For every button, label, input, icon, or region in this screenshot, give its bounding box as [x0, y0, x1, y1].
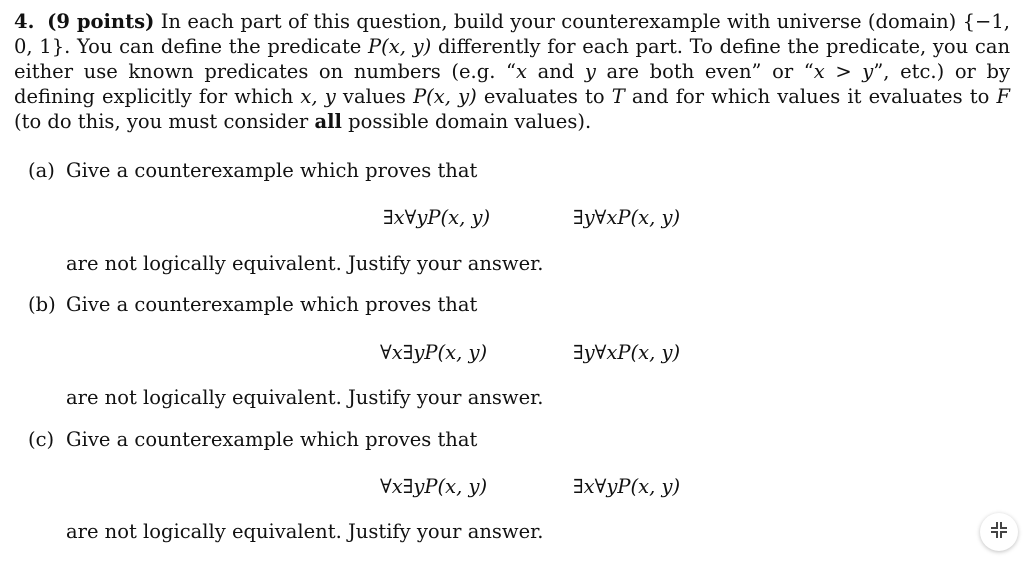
part-a-label: (a) — [28, 159, 55, 182]
intro-text-5: ”, etc.) or by defining explicitly for which — [14, 60, 1010, 108]
part-a-prompt-line — [28, 158, 477, 183]
intro-math-xy: x, y — [300, 85, 336, 108]
part-a-prompt: Give a counterexample which proves that — [66, 159, 478, 182]
collapse-button[interactable] — [980, 513, 1018, 551]
part-a-formula-right: ∃y∀xP(x, y) — [573, 206, 681, 229]
intro-math-y: y — [584, 60, 596, 83]
intro-text-3: and — [527, 60, 585, 83]
part-a-formula-left: ∃x∀yP(x, y) — [383, 206, 491, 229]
part-b-prompt-line — [28, 292, 477, 317]
question-points: (9 points) — [47, 10, 155, 33]
part-c-formula-right: ∃x∀yP(x, y) — [573, 475, 681, 498]
intro-text-8: and for which values it evaluates to — [624, 85, 997, 108]
question-intro — [14, 9, 1010, 134]
intro-math-f: F — [996, 85, 1010, 108]
intro-text-10: possible domain values). — [341, 110, 592, 133]
intro-math-pxy: P(x, y) — [413, 85, 477, 108]
intro-math-x-gt-y: x > y — [813, 60, 874, 83]
part-b-formula-left: ∀x∃yP(x, y) — [380, 341, 488, 364]
intro-text-7: evaluates to — [476, 85, 612, 108]
part-b-prompt: Give a counterexample which proves that — [66, 293, 478, 316]
intro-predicate: P(x, y) — [368, 35, 432, 58]
part-c-label: (c) — [28, 428, 55, 451]
part-c-prompt: Give a counterexample which proves that — [66, 428, 478, 451]
part-c-closing: are not logically equivalent. Justify your answer. — [66, 520, 544, 543]
part-b-formula-right: ∃y∀xP(x, y) — [573, 341, 681, 364]
part-c-prompt-line — [28, 427, 477, 452]
intro-text-4: are both even” or “ — [595, 60, 814, 83]
part-a-closing: are not logically equivalent. Justify your answer. — [66, 252, 544, 275]
part-b-closing: are not logically equivalent. Justify your answer. — [66, 386, 544, 409]
part-b-label: (b) — [28, 293, 56, 316]
intro-math-t: T — [611, 85, 625, 108]
intro-text-1: In each part of this question, build your counterexample with universe (domain) {−1, 0, 1}. You can define the predicate — [14, 10, 1010, 58]
intro-math-x: x — [516, 60, 528, 83]
intro-text-9: (to do this, you must consider — [14, 110, 315, 133]
collapse-icon — [990, 521, 1008, 543]
intro-bold-all: all — [314, 110, 342, 133]
part-c-formula-left: ∀x∃yP(x, y) — [380, 475, 488, 498]
intro-text-6: values — [335, 85, 414, 108]
intro-text-2: differently for each part. To define the predicate, you can either use known predicates on numbers (e.g. “ — [14, 35, 1010, 83]
question-number: 4. — [14, 10, 35, 33]
